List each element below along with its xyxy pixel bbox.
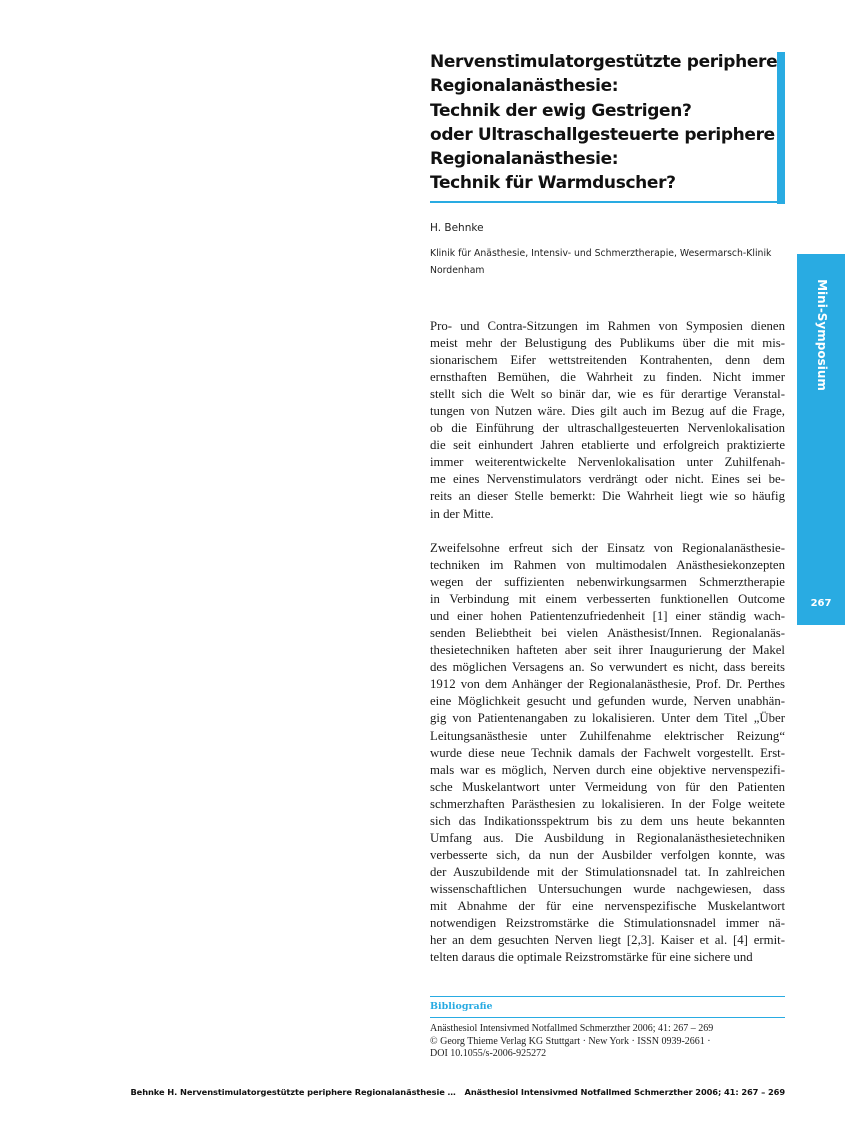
section-label: Mini-Symposium — [815, 279, 829, 391]
text-line: reits an dieser Stelle bemerkt: Die Wahrheit liegt wie so häufig — [430, 489, 785, 504]
affiliation-line: Klinik für Anästhesie, Intensiv- und Schmerztherapie, Wesermarsch-Klinik — [430, 248, 772, 259]
text-line: thesietechniken hafteten aber seit ihrer Inaugurierung der Makel — [430, 643, 785, 658]
text-line: die seit einhundert Jahren etablierte und erfolgreich praktizierte — [430, 438, 785, 453]
text-line: wissenschaftlichen Untersuchungen wurde nachgewiesen, dass — [430, 881, 785, 896]
text-line: meist mehr der Belustigung des Publikums über die mit mis- — [430, 336, 785, 351]
text-line: wegen der suffizienten nebenwirkungsarmen Schmerztherapie — [430, 575, 785, 590]
text-line: Zweifelsohne erfreut sich der Einsatz von Regionalanästhesie- — [430, 541, 785, 555]
text-line: gig von Patientenangaben zu lokalisieren. Unter dem Titel „Über — [430, 711, 785, 726]
text-line: in Verbindung mit einem verbesserten funktionellen Outcome — [430, 592, 785, 607]
text-line: me eines Nervenstimulators verdrängt oder nicht. Eines sei be- — [430, 472, 785, 487]
title-line: Nervenstimulatorgestützte periphere — [430, 52, 778, 72]
text-line: sionarischem Eifer wettstreitenden Kontrahenten, denn dem — [430, 353, 785, 368]
bibliography-line: Anästhesiol Intensivmed Notfallmed Schmerzther 2006; 41: 267 – 269 — [430, 1023, 714, 1034]
affiliation-line: Nordenham — [430, 265, 485, 276]
text-line: eine Möglichkeit gesucht und gefunden wurde, Nerven unabhän- — [430, 694, 785, 709]
text-line: immer weiterentwickelte Nervenlokalisation unter Zuhilfenah- — [430, 455, 785, 470]
bibliography-box — [430, 996, 785, 1061]
running-footer — [130, 1087, 785, 1097]
text-line: Pro- und Contra-Sitzungen im Rahmen von Symposien dienen — [430, 319, 785, 333]
author-name: H. Behnke — [430, 222, 484, 234]
text-line: ernsthaften Bemühen, die Wahrheit zu finden. Nicht immer — [430, 370, 785, 385]
text-line: in der Mitte. — [430, 506, 494, 521]
text-line: tungen von Nutzen wäre. Dies gilt auch im Bezug auf die Frage, — [430, 404, 785, 419]
author-affiliation — [430, 245, 790, 279]
text-line: sche Muskelantwort unter Vermeidung von für den Patienten — [430, 779, 785, 794]
article-title — [430, 50, 777, 203]
title-line: Regionalanästhesie: — [430, 76, 619, 97]
bibliography-line: DOI 10.1055/s-2006-925272 — [430, 1048, 547, 1060]
text-line: und einer hohen Patientenzufriedenheit [1] einer ständig wach- — [430, 609, 785, 624]
text-line: stellt sich die Welt so binär dar, wie es für derartige Veranstal- — [430, 387, 785, 402]
bibliography-line: © Georg Thieme Verlag KG Stuttgart · New York · ISSN 0939-2661 · — [430, 1035, 711, 1047]
text-line: schmerzhaften Parästhesien zu lokalisieren. In der Folge weitete — [430, 796, 785, 811]
text-line: sich das Indikationsspektrum bis zu dem uns heute bekannten — [430, 813, 785, 828]
bibliography-lines — [430, 1023, 785, 1061]
title-accent-bar — [777, 52, 785, 204]
title-line: Technik für Warmduscher? — [430, 173, 676, 194]
text-line: Leitungsanästhesie unter Zuhilfenahme elektrischer Reizung“ — [430, 728, 785, 743]
text-line: telten daraus die optimale Reizstromstärke für eine sichere und — [430, 950, 753, 965]
title-line: oder Ultraschallgesteuerte periphere — [430, 124, 775, 145]
text-line: wurde diese neue Technik damals der Fachwelt vorgestellt. Erst- — [430, 745, 785, 760]
footer-citation-title: Behnke H. Nervenstimulatorgestützte periphere Regionalanästhesie … — [130, 1087, 456, 1097]
text-line: mals war es möglich, Nerven durch eine objektive nervenspezifi- — [430, 762, 785, 777]
footer-citation-journal: Anästhesiol Intensivmed Notfallmed Schmerzther 2006; 41: 267 – 269 — [464, 1087, 785, 1097]
text-line: her an dem gesuchten Nerven liegt [2,3]. Kaiser et al. [4] ermit- — [430, 933, 785, 948]
text-line: 1912 von dem Anhänger der Regionalanästhesie, Prof. Dr. Perthes — [430, 677, 785, 692]
text-line: techniken im Rahmen von multimodalen Anästhesiekonzepten — [430, 558, 785, 573]
text-line: notwendigen Reizstromstärke die Stimulationsnadel immer nä- — [430, 916, 785, 931]
body-paragraph-2 — [430, 540, 785, 966]
text-line: ob die Einführung der ultraschallgesteuerten Nervenlokalisation — [430, 421, 785, 436]
text-line: verbesserte sich, da nun der Ausbilder verfolgen konnte, was — [430, 847, 785, 862]
bibliography-heading: Bibliografie — [430, 997, 785, 1018]
text-line: der Auszubildende mit der Stimulationsnadel tat. In zahlreichen — [430, 864, 785, 879]
title-line: Technik der ewig Gestrigen? — [430, 100, 692, 121]
text-line: mit Abnahme der für eine nervenspezifische Muskelantwort — [430, 898, 785, 913]
text-line: senden Beliebtheit bei vielen Anästhesist/Innen. Regionalanäs- — [430, 626, 785, 641]
text-line: des möglichen Versagens an. So verwundert es nicht, dass bereits — [430, 660, 785, 675]
page-number: 267 — [810, 598, 832, 609]
text-line: Umfang aus. Die Ausbildung in Regionalanästhesietechniken — [430, 830, 785, 845]
body-paragraph-1 — [430, 318, 785, 523]
title-line: Regionalanästhesie: — [430, 149, 619, 170]
